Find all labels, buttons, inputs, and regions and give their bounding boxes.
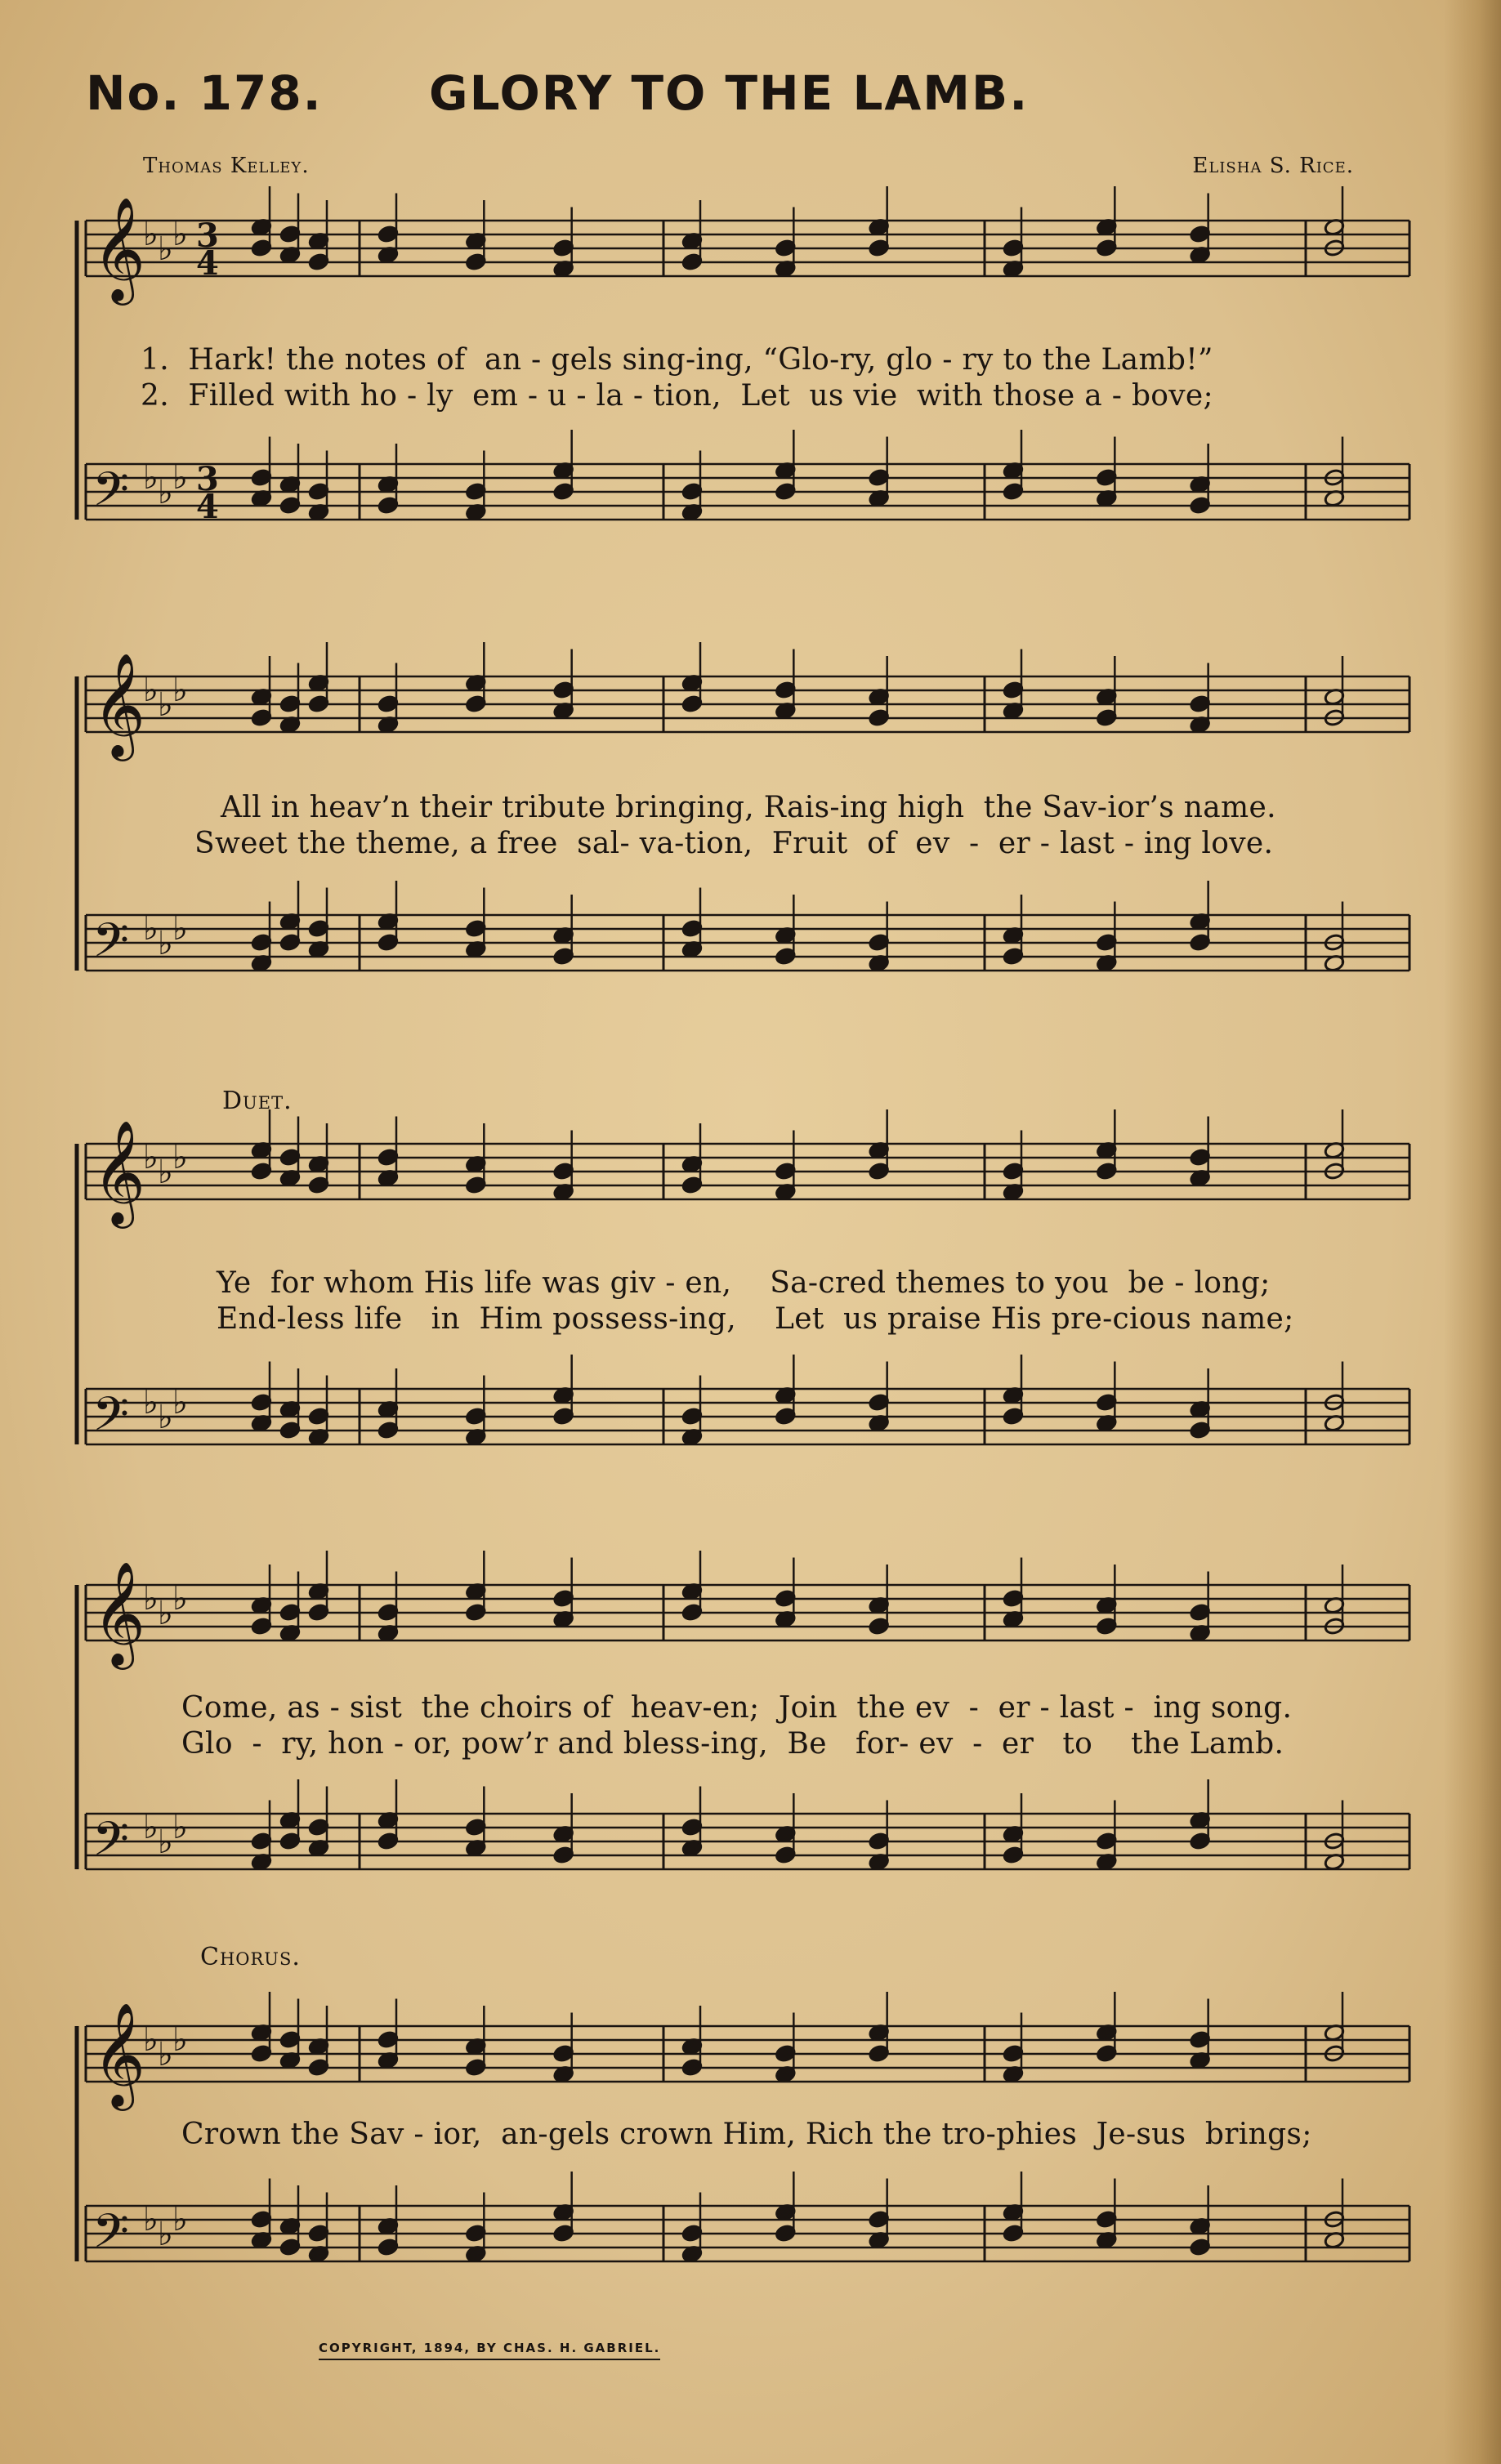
flat-sign: ♭ — [143, 2021, 159, 2059]
chorus-label: Chorus. — [200, 1943, 301, 1971]
treble-clef: 𝄞 — [92, 196, 146, 301]
lyric-system2-verse2: Sweet the theme, a free sal- va-tion, Fruit of ev - er - last - ing love. — [194, 827, 1274, 860]
flat-sign: ♭ — [158, 1154, 173, 1191]
lyric-system1-verse1: 1. Hark! the notes of an - gels sing-ing, “Glo-ry, glo - ry to the Lamb!” — [141, 343, 1213, 377]
flat-sign: ♭ — [158, 1595, 173, 1632]
flat-sign: ♭ — [172, 1580, 188, 1618]
composer-credit: Elisha S. Rice. — [1192, 154, 1354, 178]
hymn-title: GLORY TO THE LAMB. — [429, 65, 1030, 121]
hymn-number: No. 178. — [86, 65, 323, 121]
bass-clef: 𝄢 — [92, 2203, 130, 2270]
flat-sign: ♭ — [158, 474, 173, 511]
bass-clef: 𝄢 — [92, 1386, 130, 1453]
flat-sign: ♭ — [158, 1399, 173, 1436]
time-signature: 3 — [196, 216, 219, 255]
flat-sign: ♭ — [158, 2036, 173, 2073]
flat-sign: ♭ — [172, 910, 188, 948]
flat-sign: ♭ — [158, 686, 173, 724]
lyric-system4-verse2: Glo - ry, hon - or, pow’r and bless-ing, Be for- ev - er to the Lamb. — [181, 1727, 1284, 1761]
treble-clef: 𝄞 — [92, 2002, 146, 2106]
staff-lines — [86, 221, 1409, 2261]
flat-sign: ♭ — [172, 2021, 188, 2059]
copyright-notice: COPYRIGHT, 1894, BY CHAS. H. GABRIEL. — [319, 2341, 660, 2360]
flat-sign: ♭ — [172, 1384, 188, 1422]
flat-sign: ♭ — [172, 672, 188, 709]
flat-sign: ♭ — [143, 1139, 159, 1176]
lyric-system2-verse1: All in heav’n their tribute bringing, Rais-ing high the Sav-ior’s name. — [221, 791, 1276, 824]
treble-clef: 𝄞 — [92, 1119, 146, 1224]
flat-sign: ♭ — [158, 2216, 173, 2253]
flat-sign: ♭ — [143, 1384, 159, 1422]
lyric-system4-verse1: Come, as - sist the choirs of heav-en; Join the ev - er - last - ing song. — [181, 1691, 1293, 1725]
duet-label: Duet. — [222, 1087, 293, 1115]
flat-sign: ♭ — [143, 1580, 159, 1618]
time-signature: 4 — [196, 488, 219, 526]
flat-sign: ♭ — [143, 672, 159, 709]
flat-sign: ♭ — [172, 216, 188, 253]
flat-sign: ♭ — [158, 1823, 173, 1861]
flat-sign: ♭ — [143, 2201, 159, 2239]
treble-clef: 𝄞 — [92, 1560, 146, 1665]
bass-clef: 𝄢 — [92, 1811, 130, 1878]
lyric-system1-verse2: 2. Filled with ho - ly em - u - la - tion, Let us vie with those a - bove; — [141, 379, 1213, 413]
clefs — [92, 196, 188, 2270]
treble-clef: 𝄞 — [92, 652, 146, 757]
flat-sign: ♭ — [158, 925, 173, 962]
flat-sign: ♭ — [158, 230, 173, 268]
bar-lines — [77, 221, 1409, 2261]
lyric-system3-verse2: End-less life in Him possess-ing, Let us praise His pre-cious name; — [217, 1302, 1294, 1336]
flat-sign: ♭ — [143, 216, 159, 253]
flat-sign: ♭ — [172, 459, 188, 497]
flat-sign: ♭ — [172, 2201, 188, 2239]
note-heads — [251, 186, 1345, 2263]
bass-clef: 𝄢 — [92, 462, 130, 529]
flat-sign: ♭ — [172, 1139, 188, 1176]
flat-sign: ♭ — [143, 910, 159, 948]
lyric-system3-verse1: Ye for whom His life was giv - en, Sa-cred themes to you be - long; — [217, 1266, 1271, 1300]
lyric-system5-chorus: Crown the Sav - ior, an-gels crown Him, Rich the tro-phies Je-sus brings; — [181, 2118, 1312, 2151]
bass-clef: 𝄢 — [92, 913, 130, 980]
lyricist-credit: Thomas Kelley. — [143, 154, 310, 178]
flat-sign: ♭ — [143, 1809, 159, 1846]
time-signature: 3 — [196, 460, 219, 498]
flat-sign: ♭ — [143, 459, 159, 497]
flat-sign: ♭ — [172, 1809, 188, 1846]
time-signature: 4 — [196, 244, 219, 283]
